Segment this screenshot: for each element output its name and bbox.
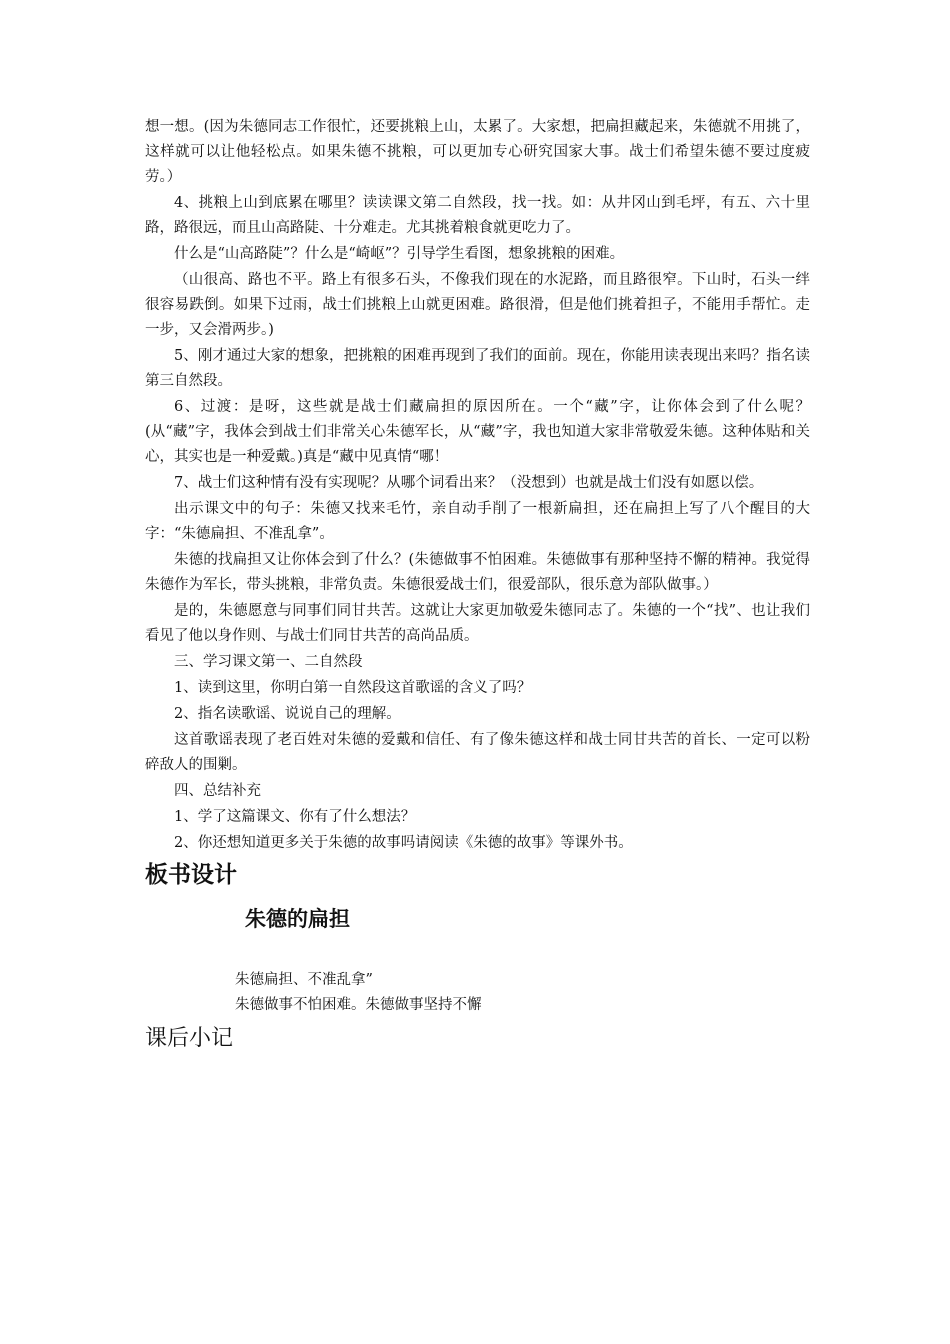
board-line: 朱德做事不怕困难。朱德做事坚持不懈 bbox=[235, 997, 482, 1013]
paragraph: 1、读到这里，你明白第一自然段这首歌谣的含义了吗？ bbox=[174, 680, 532, 696]
paragraph: 什么是“山高路陡”？什么是“崎岖”？引导学生看图，想象挑粮的困难。 bbox=[174, 246, 625, 262]
paragraph: 三、学习课文第一、二自然段 bbox=[174, 654, 363, 670]
document-page bbox=[145, 115, 810, 1056]
paragraph: 四、总结补充 bbox=[174, 783, 261, 799]
lesson-body bbox=[145, 115, 810, 856]
board-title: 朱德的扁担 bbox=[245, 907, 350, 931]
paragraph: 2、指名读歌谣、说说自己的理解。 bbox=[174, 706, 401, 722]
paragraph: 7、战士们这种情有没有实现呢？从哪个词看出来？（没想到）也就是战士们没有如愿以偿。 bbox=[174, 475, 764, 491]
paragraph: 2、你还想知道更多关于朱德的故事吗请阅读《朱德的故事》等课外书。 bbox=[174, 835, 633, 851]
board-design-heading: 板书设计 bbox=[145, 862, 237, 888]
paragraph: 朱德的找扁担又让你体会到了什么？(朱德做事不怕困难。朱德做事有那种坚持不懈的精神。我觉得朱德作为军长，带头挑粮，非常负责。朱德很爱战士们，很爱部队，很乐意为部队做事。） bbox=[145, 552, 810, 593]
paragraph: （山很高、路也不平。路上有很多石头，不像我们现在的水泥路，而且路很窄。下山时，石头一绊很容易跌倒。如果下过雨，战士们挑粮上山就更困难。路很滑，但是他们挑着担子，不能用手帮忙。走一步，又会滑两步。) bbox=[145, 272, 810, 338]
paragraph: 6、过渡：是呀，这些就是战士们藏扁担的原因所在。一个“藏”字，让你体会到了什么呢？(从“藏”字，我体会到战士们非常关心朱德军长，从“藏”字，我也知道大家非常敬爱朱德。这种体贴和关心，其实也是一种爱戴。)真是“藏中见真情“哪！ bbox=[145, 399, 810, 465]
paragraph: 出示课文中的句子：朱德又找来毛竹，亲自动手削了一根新扁担，还在扁担上写了八个醒目的大字：“朱德扁担、不准乱拿”。 bbox=[145, 501, 810, 542]
paragraph: 想一想。(因为朱德同志工作很忙，还要挑粮上山，太累了。大家想，把扁担藏起来，朱德就不用挑了，这样就可以让他轻松点。如果朱德不挑粮，可以更加专心研究国家大事。战士们希望朱德不要过度疲劳。） bbox=[145, 119, 810, 185]
board-content bbox=[235, 968, 810, 1018]
board-line: 朱德扁担、不准乱拿” bbox=[235, 972, 373, 988]
paragraph: 1、学了这篇课文、你有了什么想法？ bbox=[174, 809, 416, 825]
paragraph: 这首歌谣表现了老百姓对朱德的爱戴和信任、有了像朱德这样和战士同甘共苦的首长、一定可以粉碎敌人的围剿。 bbox=[145, 732, 810, 773]
after-class-notes-heading: 课后小记 bbox=[145, 1026, 234, 1051]
paragraph: 5、刚才通过大家的想象，把挑粮的困难再现到了我们的面前。现在，你能用读表现出来吗？指名读第三自然段。 bbox=[145, 348, 810, 389]
paragraph: 是的，朱德愿意与同事们同甘共苦。这就让大家更加敬爱朱德同志了。朱德的一个“找”、也让我们看见了他以身作则、与战士们同甘共苦的高尚品质。 bbox=[145, 603, 810, 644]
paragraph: 4、挑粮上山到底累在哪里？读读课文第二自然段，找一找。如：从井冈山到毛坪，有五、六十里路，路很远，而且山高路陡、十分难走。尤其挑着粮食就更吃力了。 bbox=[145, 195, 810, 236]
